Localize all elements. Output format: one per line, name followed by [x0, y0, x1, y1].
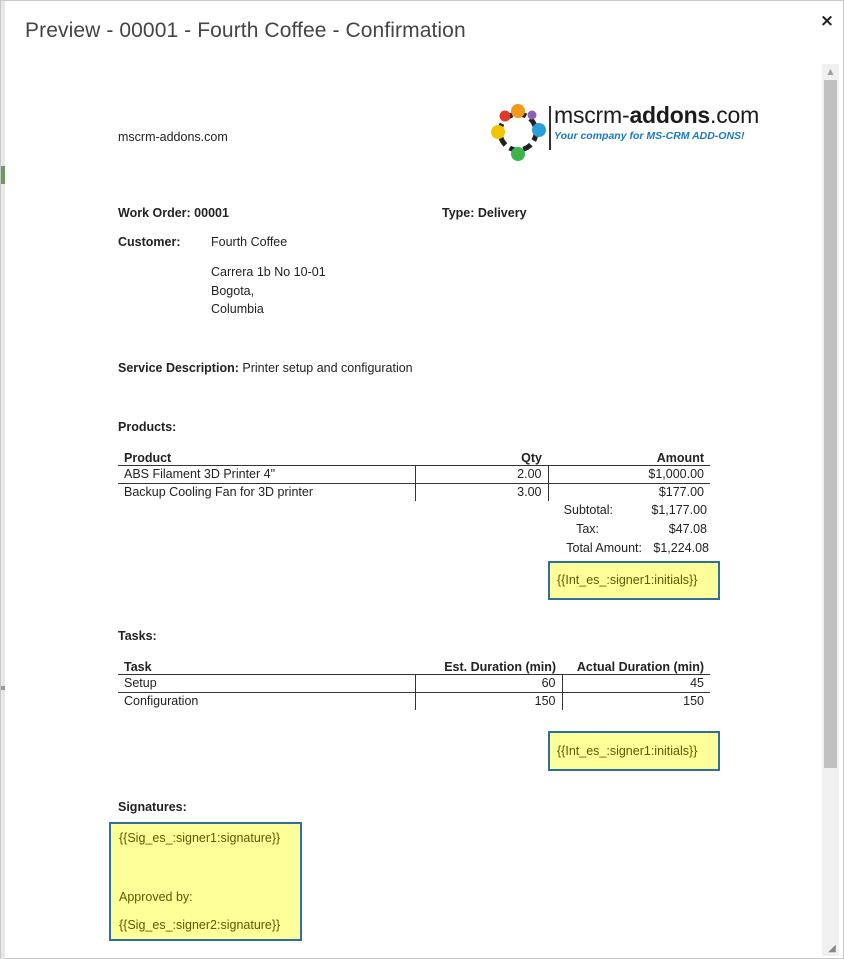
close-icon[interactable]: ×: [819, 11, 835, 31]
subtotal-value: $1,177.00: [651, 503, 707, 517]
table-row: [118, 674, 710, 692]
task-cell: Configuration: [124, 694, 199, 709]
address-line: Bogota,: [211, 284, 255, 298]
products-table: [118, 447, 710, 501]
tax-label: Tax:: [576, 522, 599, 536]
total-amount-value: $1,224.08: [653, 541, 709, 555]
qty-cell: 3.00: [415, 483, 548, 501]
logo-tagline: Your company for MS-CRM ADD-ONS!: [554, 130, 745, 142]
column-header: Actual Duration (min): [562, 656, 710, 674]
initials-tag: {{Int_es_:signer1:initials}}: [548, 731, 720, 771]
products-heading: Products:: [118, 420, 177, 434]
actual-duration-cell: 150: [562, 692, 710, 710]
document-preview: [1, 64, 821, 959]
customer-name: Fourth Coffee: [211, 235, 288, 249]
company-name: mscrm-addons.com: [118, 130, 228, 144]
qty-cell: 2.00: [415, 465, 548, 483]
total-amount-label: Total Amount:: [566, 541, 642, 555]
initials-tag: {{Int_es_:signer1:initials}}: [548, 561, 720, 600]
column-header: Product: [118, 447, 415, 465]
actual-duration-cell: 45: [562, 674, 710, 692]
approved-by-label: Approved by:: [119, 890, 193, 904]
column-header: Amount: [548, 447, 710, 465]
signer2-signature-tag: {{Sig_es_:signer2:signature}}: [119, 918, 281, 932]
tax-value: $47.08: [668, 522, 707, 536]
est-duration-cell: 150: [415, 692, 562, 710]
tasks-table: [118, 656, 710, 710]
column-header: Qty: [415, 447, 548, 465]
signer1-signature-tag: {{Sig_es_:signer1:signature}}: [119, 831, 281, 845]
company-logo: [487, 102, 760, 162]
signatures-heading: Signatures:: [118, 800, 187, 814]
table-row: [118, 692, 710, 710]
subtotal-label: Subtotal:: [563, 503, 613, 517]
logo-wordmark: mscrm-addons.com: [554, 102, 760, 128]
amount-cell: $177.00: [548, 483, 710, 501]
customer-label: Customer:: [118, 235, 181, 249]
scroll-up-arrow-icon[interactable]: ▲: [827, 67, 834, 76]
logo-divider: [549, 106, 551, 150]
address-line: Carrera 1b No 10-01: [211, 265, 326, 279]
resize-grip-icon[interactable]: ◢: [828, 943, 836, 954]
service-value: Printer setup and configuration: [242, 361, 413, 375]
service-label: Service Description:: [118, 361, 239, 375]
scrollbar-thumb[interactable]: [824, 80, 837, 768]
table-row: [118, 483, 710, 501]
table-row: [118, 465, 710, 483]
vertical-scrollbar[interactable]: [822, 64, 839, 956]
signature-block: [109, 822, 302, 941]
column-header: Est. Duration (min): [415, 656, 562, 674]
est-duration-cell: 60: [415, 674, 562, 692]
type-label: Type: Delivery: [442, 206, 527, 220]
logo-circles-icon: [487, 102, 549, 162]
product-cell: ABS Filament 3D Printer 4": [118, 465, 415, 483]
address-line: Columbia: [211, 302, 264, 316]
service-description: [118, 361, 413, 375]
product-cell: Backup Cooling Fan for 3D printer: [124, 485, 313, 500]
dialog-title: Preview - 00001 - Fourth Coffee - Confirmation: [25, 19, 466, 42]
tasks-heading: Tasks:: [118, 629, 157, 643]
task-cell: Setup: [118, 674, 415, 692]
amount-cell: $1,000.00: [548, 465, 710, 483]
column-header: Task: [118, 656, 415, 674]
work-order-label: Work Order: 00001: [118, 206, 229, 220]
